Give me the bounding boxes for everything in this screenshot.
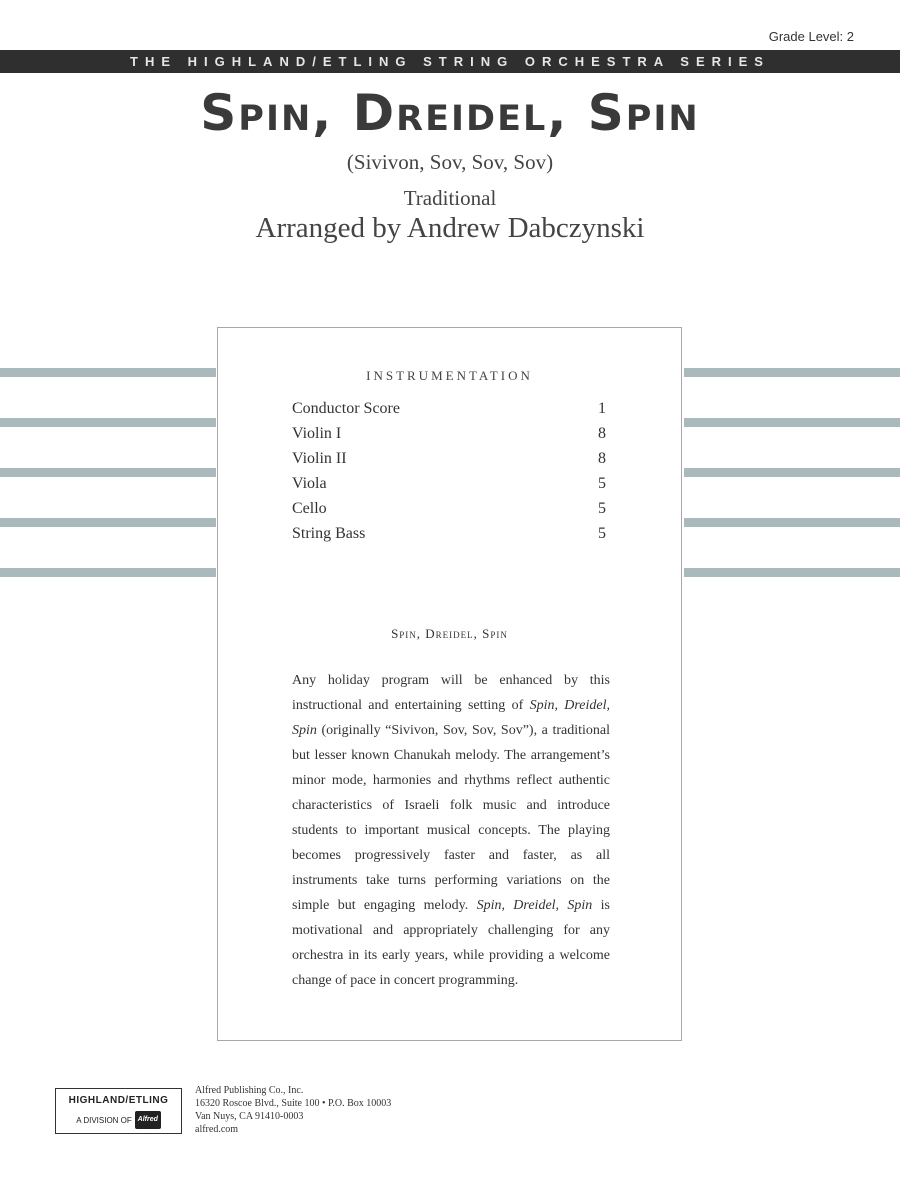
description-heading: Spin, Dreidel, Spin: [391, 626, 508, 641]
address-line: 16320 Roscoe Blvd., Suite 100 • P.O. Box 10003: [195, 1098, 392, 1109]
description-title: Spin, Dreidel, Spin: [292, 698, 610, 738]
staff-line: [684, 368, 900, 377]
subtitle: (Sivivon, Sov, Sov, Sov): [346, 150, 554, 174]
staff-line: [0, 468, 216, 477]
logo-sub-text: A DIVISION OF: [76, 1115, 132, 1125]
instrument-quantity: 8: [598, 425, 606, 442]
staff-line: [684, 568, 900, 577]
instrument-row: [292, 500, 606, 525]
instrumentation-heading: INSTRUMENTATION: [366, 368, 533, 383]
publisher-website-link[interactable]: alfred.com: [195, 1124, 239, 1135]
instrument-name: Viola: [292, 475, 327, 492]
arranger: Arranged by Andrew Dabczynski: [255, 212, 645, 244]
description-part: (originally “Sivivon, Sov, Sov, Sov”), a traditional but lesser known Chanukah melody. The arrangement’s minor mode, harmonies and rhythms reflect authentic characteristics of Israeli folk music and introduce students to important musical concepts. The playing becomes progressively faster and faster, as all instruments take turns performing variations on the simple but engaging melody.: [292, 723, 610, 913]
series-banner: THE HIGHLAND/ETLING STRING ORCHESTRA SERIES: [0, 50, 900, 73]
page-title: Spin, Dreidel, Spin: [200, 84, 700, 142]
instrument-row: [292, 525, 606, 550]
instrument-row: [292, 475, 606, 500]
staff-line: [684, 518, 900, 527]
description-text: [292, 668, 610, 993]
staff-line: [0, 518, 216, 527]
staff-line: [0, 418, 216, 427]
staff-line: [684, 468, 900, 477]
logo-main-text: HIGHLAND/ETLING: [68, 1095, 169, 1106]
staff-line: [0, 368, 216, 377]
address-line: Alfred Publishing Co., Inc.: [195, 1085, 304, 1096]
instrument-name: String Bass: [292, 525, 366, 542]
grade-level: Grade Level: 2: [768, 29, 854, 44]
instrument-quantity: 5: [598, 475, 606, 492]
instrument-row: [292, 425, 606, 450]
staff-line: [0, 568, 216, 577]
alfred-logo-icon: Alfred: [135, 1111, 161, 1129]
instrument-name: Cello: [292, 500, 327, 517]
logo-sub-row: [56, 1111, 181, 1129]
description-part: Any holiday program will be enhanced by this instructional and entertaining setting of: [292, 673, 610, 713]
info-panel: [217, 327, 682, 1041]
instrument-name: Violin I: [292, 425, 342, 442]
composer: Traditional: [403, 186, 497, 210]
instrument-quantity: 5: [598, 525, 606, 542]
address-line: Van Nuys, CA 91410-0003: [195, 1111, 304, 1122]
instrumentation-list: [292, 400, 606, 550]
publisher-address: [195, 1084, 391, 1136]
instrument-quantity: 1: [598, 400, 606, 417]
instrument-row: [292, 450, 606, 475]
instrument-name: Violin II: [292, 450, 347, 467]
staff-line: [684, 418, 900, 427]
instrument-row: [292, 400, 606, 425]
description-title: Spin, Dreidel, Spin: [476, 898, 593, 913]
instrument-quantity: 5: [598, 500, 606, 517]
publisher-logo: [55, 1088, 182, 1134]
instrument-quantity: 8: [598, 450, 606, 467]
description-part: is motivational and appropriately challenging for any orchestra in its early years, while providing a welcome change of pace in concert programming.: [292, 898, 611, 988]
instrument-name: Conductor Score: [292, 400, 400, 417]
